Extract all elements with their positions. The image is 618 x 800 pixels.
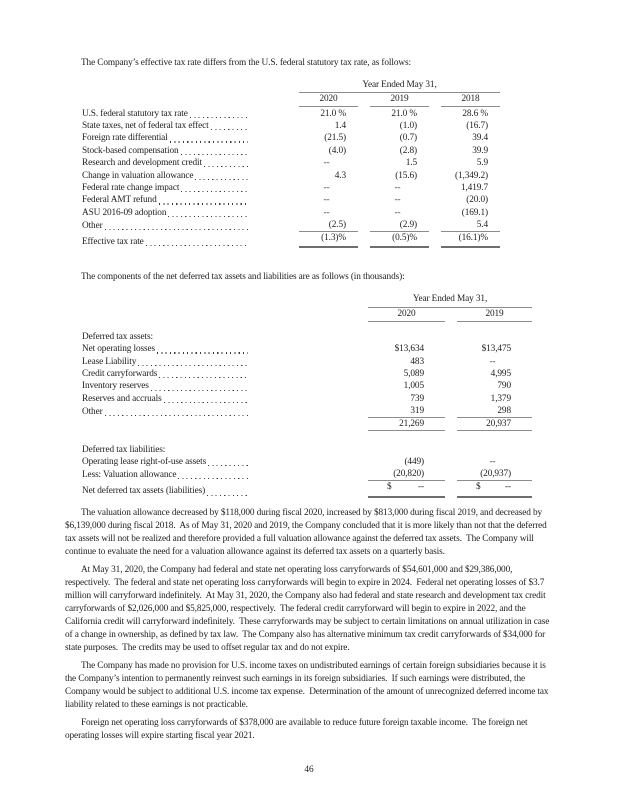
table1-year-2018: 2018 bbox=[441, 93, 500, 107]
table-cell: (2.5) bbox=[299, 219, 358, 232]
intro-deferred-tax-components: The components of the net deferred tax assets and liabilities are as follows (in thousands): bbox=[81, 272, 405, 283]
row-label bbox=[82, 444, 250, 456]
cell-value: -- bbox=[505, 482, 511, 493]
dot-leader bbox=[190, 117, 248, 118]
dot-leader bbox=[138, 365, 248, 366]
row-label bbox=[82, 356, 250, 368]
dot-leader bbox=[181, 154, 248, 155]
table-cell: (1.0) bbox=[399, 120, 417, 131]
table-cell: 4.3 bbox=[334, 170, 346, 181]
page-number: 46 bbox=[304, 765, 314, 775]
table-cell: 5,089 bbox=[403, 369, 424, 380]
table2-row-6 bbox=[82, 405, 532, 418]
table-cell: 5.9 bbox=[476, 158, 488, 169]
table-cell: (2.8) bbox=[399, 145, 417, 156]
note-paragraph-4: Foreign net operating loss carryforwards of $378,000 are available to reduce future foreign taxable income. The foreign net operating losses will expire starting fiscal year 2021. bbox=[65, 717, 530, 741]
row-label-text: Stock-based compensation bbox=[82, 145, 179, 156]
table-cell: 739 bbox=[410, 393, 424, 404]
dot-leader bbox=[170, 141, 248, 142]
dot-leader bbox=[151, 390, 248, 391]
table1-period-header-row bbox=[82, 79, 500, 93]
row-label-text: Federal AMT refund bbox=[82, 195, 157, 206]
row-label bbox=[82, 456, 250, 468]
cell-value: -- bbox=[418, 482, 424, 493]
table-cell: 20,937 bbox=[457, 418, 532, 431]
row-label-text: Credit carryforwards bbox=[82, 369, 158, 380]
table1-row-4 bbox=[82, 157, 500, 169]
table-cell: -- bbox=[323, 182, 330, 193]
dot-leader bbox=[105, 415, 248, 416]
table-cell: -- bbox=[323, 158, 330, 169]
table-cell: 1.4 bbox=[334, 120, 346, 131]
table-cell: 298 bbox=[457, 405, 532, 418]
row-label-text: Deferred tax liabilities: bbox=[82, 444, 166, 455]
table-cell: -- bbox=[489, 356, 496, 367]
row-label bbox=[82, 368, 250, 380]
table-cell: 21.0 % bbox=[320, 108, 346, 119]
table-cell: $13,475 bbox=[481, 344, 511, 355]
table-cell: (4.0) bbox=[328, 145, 346, 156]
table-cell: 39.9 bbox=[472, 145, 488, 156]
table1-row-2 bbox=[82, 132, 500, 144]
table-cell: (15.6) bbox=[395, 170, 417, 181]
row-label bbox=[82, 108, 250, 120]
row-label-text: Effective tax rate bbox=[82, 237, 144, 248]
dot-leader bbox=[157, 352, 248, 353]
row-label-text: Inventory reserves bbox=[82, 381, 149, 392]
note-paragraph-2: At May 31, 2020, the Company had federal and state net operating loss carryforwards of $54,601,000 and $29,386,000, respectively. The federal and state net operating loss carryforwards will begin to expire in 2024. Federal net operating losses of $3.7 million will carryforward indefinitely. At May 31, 2020, the Company also had federal and state research and development tax credit carryforwards of $2,026,000 and $5,825,000, respectively. The federal credit carryforward will begin to expire in 2022, and the California credit will carryforward indefinitely. These carryforwards may be subject to certain limitations on annual utilization in case of a change in ownership, as defined by tax law. The Company also has alternative minimum tax credit carryforwards of $34,000 for state purposes. The credits may be used to offset regular tax and do not expire. bbox=[65, 564, 552, 653]
row-label-text: Operating lease right-of-use assets bbox=[82, 457, 207, 468]
dot-leader bbox=[211, 129, 248, 130]
table-cell: $13,634 bbox=[394, 344, 424, 355]
row-label-text: Change in valuation allowance bbox=[82, 170, 194, 181]
dot-leader bbox=[181, 191, 248, 192]
table2-row-11 bbox=[82, 468, 532, 481]
row-label bbox=[82, 157, 250, 169]
table-cell: (20.0) bbox=[466, 195, 488, 206]
table-cell: (1.3)% bbox=[299, 232, 358, 248]
table-cell: -- bbox=[323, 207, 330, 218]
row-label bbox=[82, 170, 250, 182]
row-label bbox=[82, 485, 250, 497]
dot-leader bbox=[105, 229, 248, 230]
table1-years-row bbox=[82, 93, 500, 107]
dollar-sign: $ bbox=[476, 482, 481, 493]
row-label-text: Other bbox=[82, 220, 103, 231]
row-label bbox=[82, 120, 250, 132]
row-label-text: Net deferred tax assets (liabilities) bbox=[82, 486, 206, 497]
table1-row-8 bbox=[82, 207, 500, 219]
table-cell: (449) bbox=[404, 457, 424, 468]
dot-leader bbox=[208, 465, 248, 466]
table2-year-2020: 2020 bbox=[368, 308, 445, 322]
dot-leader bbox=[146, 245, 248, 246]
dot-leader bbox=[159, 377, 248, 378]
row-label-text: Research and development credit bbox=[82, 158, 202, 169]
table1-row-6 bbox=[82, 182, 500, 194]
dot-leader bbox=[207, 495, 248, 496]
row-label bbox=[82, 182, 250, 194]
table-cell: (20,820) bbox=[368, 468, 445, 481]
row-label bbox=[82, 469, 250, 481]
row-label-text: Lease Liability bbox=[82, 356, 137, 367]
dot-leader bbox=[195, 179, 248, 180]
row-label-text: Reserves and accruals bbox=[82, 393, 162, 404]
row-label bbox=[82, 331, 250, 343]
dollar-sign: $ bbox=[387, 482, 392, 493]
table1-row-10 bbox=[82, 232, 500, 248]
table-cell: (21.5) bbox=[324, 133, 346, 144]
table-cell: 4,995 bbox=[490, 369, 511, 380]
table-cell: 319 bbox=[368, 405, 445, 418]
table1-body bbox=[82, 107, 500, 248]
table-cell: -- bbox=[394, 195, 401, 206]
notes-paragraphs bbox=[65, 507, 553, 743]
table-cell: -- bbox=[489, 457, 496, 468]
row-label-text: State taxes, net of federal tax effect bbox=[82, 120, 209, 131]
table2-years-row bbox=[82, 308, 532, 322]
row-label bbox=[82, 220, 250, 232]
row-label-text: Less: Valuation allowance bbox=[82, 470, 177, 481]
row-label bbox=[82, 236, 250, 248]
table-cell: 1.5 bbox=[405, 158, 417, 169]
table2-row-5 bbox=[82, 393, 532, 405]
table-cell: 21.0 % bbox=[391, 108, 417, 119]
row-label-text: U.S. federal statutory tax rate bbox=[82, 108, 188, 119]
table-cell: 28.6 % bbox=[462, 108, 488, 119]
row-label bbox=[82, 194, 250, 206]
table2-year-2019: 2019 bbox=[457, 308, 532, 322]
table1-row-1 bbox=[82, 120, 500, 132]
table2-row-10 bbox=[82, 456, 532, 468]
row-label bbox=[82, 207, 250, 219]
table1-row-0 bbox=[82, 107, 500, 119]
table-cell: (16.7) bbox=[466, 120, 488, 131]
table2-period-header: Year Ended May 31, bbox=[368, 293, 532, 307]
row-label bbox=[82, 145, 250, 157]
row-label bbox=[82, 393, 250, 405]
table-cell: (1,349.2) bbox=[454, 170, 488, 181]
intro-effective-tax-rate: The Company’s effective tax rate differs from the U.S. federal statutory tax rate, as follows: bbox=[81, 58, 411, 68]
table1-row-5 bbox=[82, 169, 500, 181]
table2-period-header-row bbox=[82, 293, 532, 307]
table2-row-7 bbox=[82, 418, 532, 431]
deferred-tax-table bbox=[82, 293, 532, 497]
table-cell: (20,937) bbox=[457, 468, 532, 481]
table-cell: 1,005 bbox=[403, 381, 424, 392]
table2-row-8 bbox=[82, 431, 532, 443]
table2-row-1 bbox=[82, 343, 532, 355]
table-cell: 39.4 bbox=[472, 133, 488, 144]
table-cell bbox=[368, 481, 445, 497]
dot-leader bbox=[204, 166, 248, 167]
table1-row-9 bbox=[82, 219, 500, 232]
table-cell: (0.7) bbox=[399, 133, 417, 144]
note-paragraph-3: The Company has made no provision for U.S. income taxes on undistributed earnings of certain foreign subsidiaries because it is the Company’s intention to permanently reinvest such earnings in its foreign subsidiaries. If such earnings were distributed, the Company would be subject to additional U.S. income tax expense. Determination of the amount of unrecognized deferred income tax liability related to these earnings is not practicable. bbox=[65, 660, 551, 710]
table2-row-2 bbox=[82, 356, 532, 368]
table1-period-header: Year Ended May 31, bbox=[299, 79, 500, 93]
table-cell bbox=[457, 481, 532, 497]
table1-year-2020: 2020 bbox=[299, 93, 358, 107]
table1-row-7 bbox=[82, 194, 500, 206]
table2-row-0 bbox=[82, 331, 532, 343]
row-label bbox=[82, 406, 250, 418]
table2-body bbox=[82, 331, 532, 498]
table-cell: -- bbox=[394, 182, 401, 193]
table-cell: -- bbox=[394, 207, 401, 218]
table-cell: 21,269 bbox=[368, 418, 445, 431]
table-cell: 483 bbox=[410, 356, 424, 367]
table2-row-4 bbox=[82, 380, 532, 392]
row-label-text: ASU 2016-09 adoption bbox=[82, 207, 167, 218]
table2-row-3 bbox=[82, 368, 532, 380]
row-label bbox=[82, 132, 250, 144]
table-cell: 790 bbox=[497, 381, 511, 392]
dot-leader bbox=[168, 216, 248, 217]
table2-row-9 bbox=[82, 443, 532, 455]
row-label-text: Foreign rate differential bbox=[82, 133, 168, 144]
row-label bbox=[82, 380, 250, 392]
row-label bbox=[82, 343, 250, 355]
table-cell: 5.4 bbox=[441, 219, 500, 232]
table1-year-2019: 2019 bbox=[370, 93, 429, 107]
row-label-text: Deferred tax assets: bbox=[82, 331, 153, 342]
table2-row-12 bbox=[82, 481, 532, 497]
note-paragraph-1: The valuation allowance decreased by $118,000 during fiscal 2020, increased by $813,000 during fiscal 2019, and decreased by $6,139,000 during fiscal 2018. As of May 31, 2020 and 2019, the Company concluded that it is more likely than not that the deferred tax assets will not be realized and therefore provided a full valuation allowance against the deferred tax assets. The Company will continue to evaluate the need for a valuation allowance against its deferred tax assets on a quarterly basis. bbox=[65, 507, 549, 557]
table-cell: 1,379 bbox=[490, 393, 511, 404]
row-label-text: Net operating losses bbox=[82, 344, 155, 355]
dot-leader bbox=[159, 203, 248, 204]
table1-row-3 bbox=[82, 145, 500, 157]
effective-tax-rate-table bbox=[82, 79, 500, 248]
table-cell: 1,419.7 bbox=[460, 182, 488, 193]
table-cell: (0.5)% bbox=[370, 232, 429, 248]
row-label-text: Federal rate change impact bbox=[82, 182, 180, 193]
dot-leader bbox=[164, 402, 248, 403]
table-cell: (16.1)% bbox=[441, 232, 500, 248]
table-cell: (169.1) bbox=[461, 207, 488, 218]
table-cell: -- bbox=[323, 195, 330, 206]
row-label-text: Other bbox=[82, 407, 103, 418]
table-cell: (2.9) bbox=[370, 219, 429, 232]
dot-leader bbox=[178, 478, 248, 479]
